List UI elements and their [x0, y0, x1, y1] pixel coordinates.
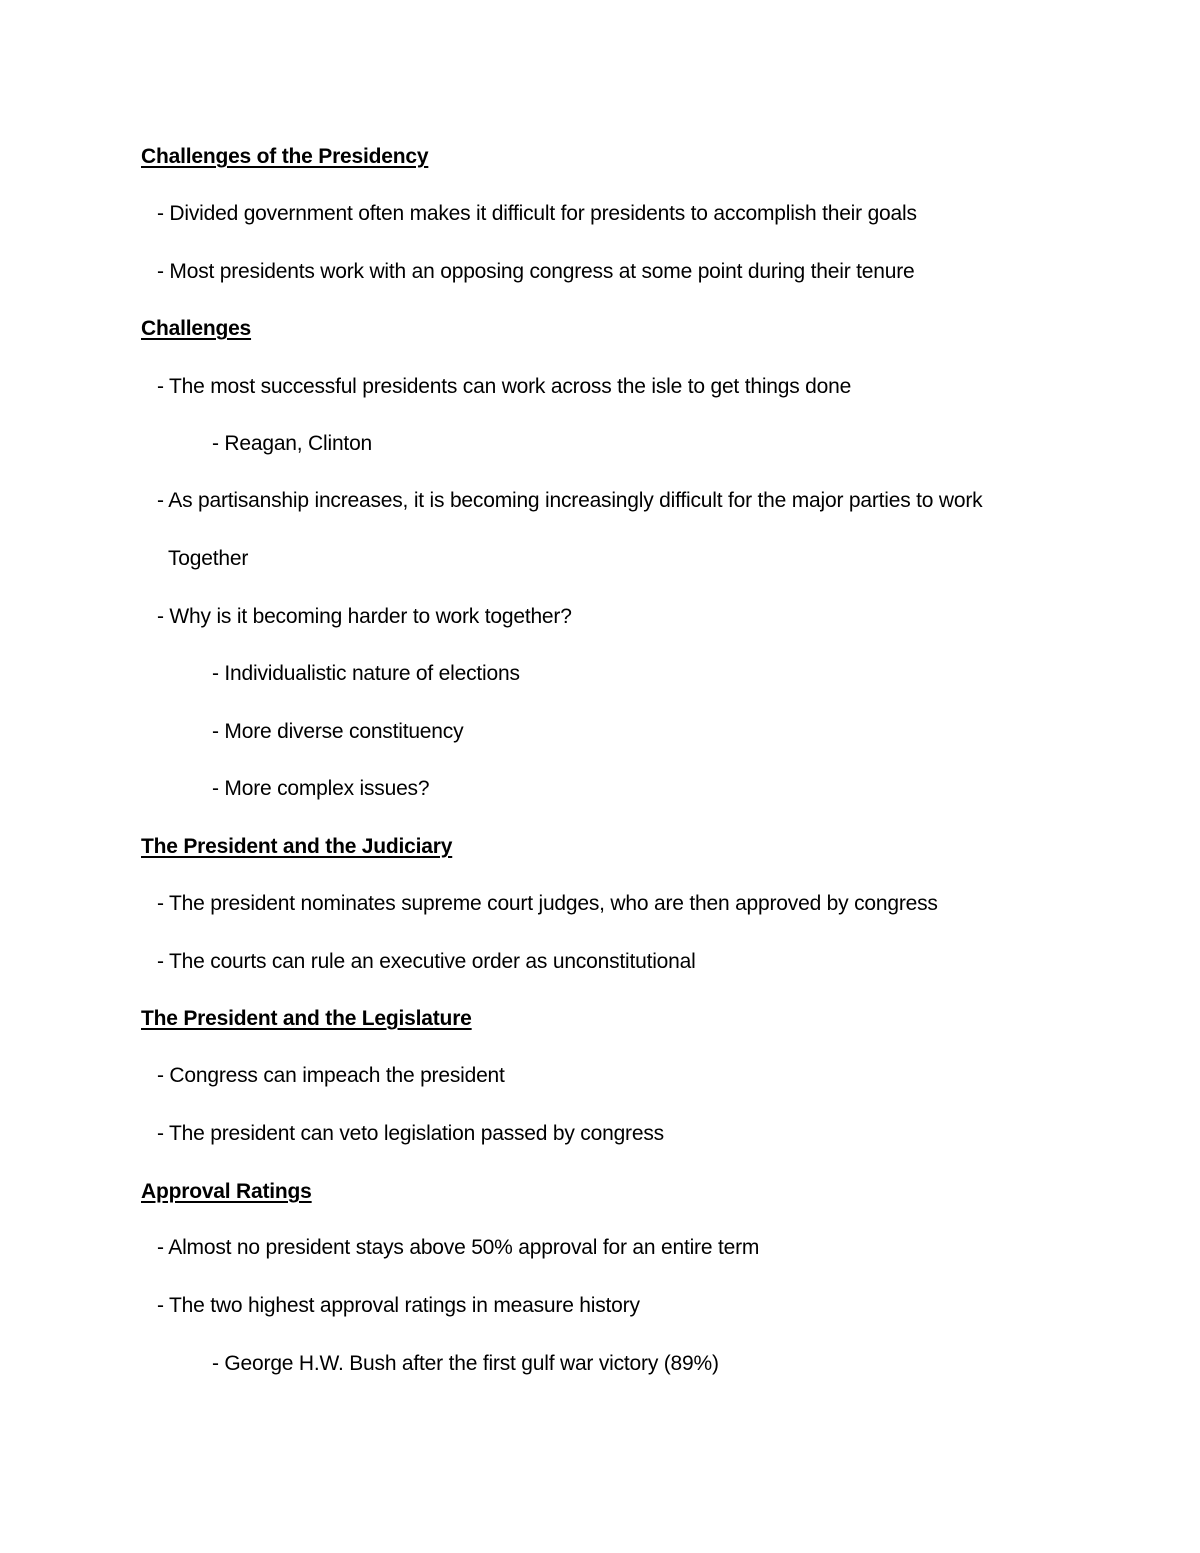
sub-bullet-item: - More complex issues?: [212, 777, 430, 800]
bullet-item: - The president can veto legislation passed by congress: [157, 1122, 664, 1145]
bullet-item: - Most presidents work with an opposing congress at some point during their tenure: [157, 260, 915, 283]
sub-bullet-item: - Individualistic nature of elections: [212, 662, 520, 685]
bullet-item: - As partisanship increases, it is becoming increasingly difficult for the major parties to work: [157, 489, 983, 512]
bullet-item: - Congress can impeach the president: [157, 1064, 505, 1087]
section-heading: The President and the Judiciary: [141, 835, 453, 858]
section-heading: Challenges of the Presidency: [141, 145, 429, 168]
section-heading: Challenges: [141, 317, 252, 340]
bullet-item: - Divided government often makes it difficult for presidents to accomplish their goals: [157, 202, 917, 225]
section-heading: The President and the Legislature: [141, 1007, 472, 1030]
bullet-item: - Almost no president stays above 50% approval for an entire term: [157, 1236, 760, 1259]
sub-bullet-item: - Reagan, Clinton: [212, 432, 373, 455]
sub-bullet-item: - George H.W. Bush after the first gulf war victory (89%): [212, 1352, 719, 1375]
bullet-item: - Why is it becoming harder to work together?: [157, 605, 572, 628]
section-heading: Approval Ratings: [141, 1180, 312, 1203]
bullet-item: - The courts can rule an executive order as unconstitutional: [157, 950, 696, 973]
sub-bullet-item: - More diverse constituency: [212, 720, 464, 743]
bullet-item: - The president nominates supreme court judges, who are then approved by congress: [157, 892, 938, 915]
bullet-item: - The two highest approval ratings in measure history: [157, 1294, 640, 1317]
bullet-item: - The most successful presidents can work across the isle to get things done: [157, 375, 852, 398]
bullet-continuation: Together: [168, 547, 249, 570]
